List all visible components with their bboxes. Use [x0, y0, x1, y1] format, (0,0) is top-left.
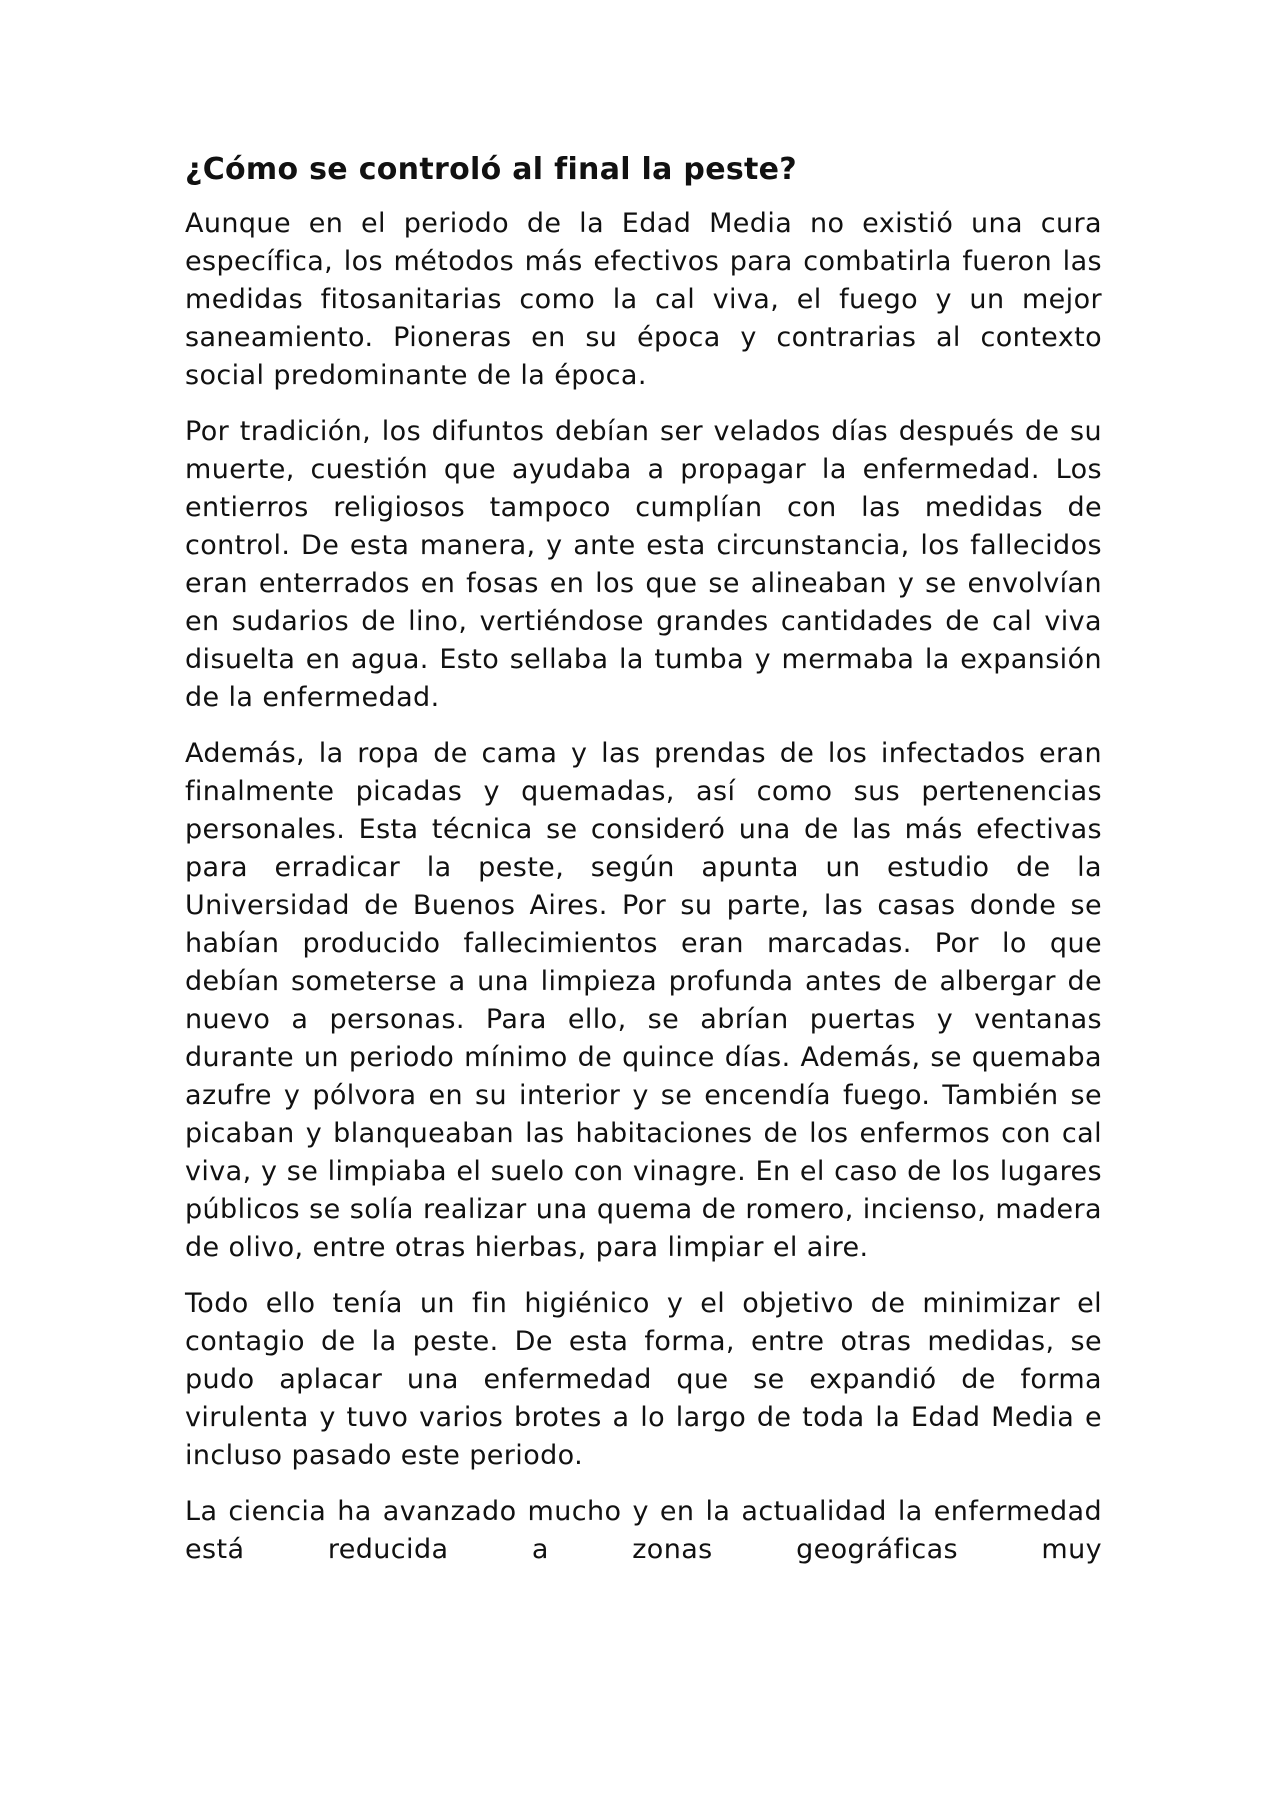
paragraph-5: La ciencia ha avanzado mucho y en la actualidad la enfermedad está reducida a zonas geográficas muy — [185, 1496, 1102, 1565]
paragraph-2: Por tradición, los difuntos debían ser velados días después de su muerte, cuestión que ayudaba a propagar la enfermedad. Los entierros religiosos tampoco cumplían con las medidas de control. De esta manera, y ante esta circunstancia, los fallecidos eran enterrados en fosas en los que se alineaban y se envolvían en sudarios de lino, vertiéndose grandes cantidades de cal viva disuelta en agua. Esto sellaba la tumba y mermaba la expansión de la enfermedad. — [185, 416, 1102, 713]
paragraph-1: Aunque en el periodo de la Edad Media no existió una cura específica, los métodos más efectivos para combatirla fueron las medidas fitosanitarias como la cal viva, el fuego y un mejor saneamiento. Pioneras en su época y contrarias al contexto social predominante de la época. — [185, 208, 1102, 391]
paragraph-4: Todo ello tenía un fin higiénico y el objetivo de minimizar el contagio de la peste. De esta forma, entre otras medidas, se pudo aplacar una enfermedad que se expandió de forma virulenta y tuvo varios brotes a lo largo de toda la Edad Media e incluso pasado este periodo. — [185, 1288, 1102, 1471]
paragraph-3: Además, la ropa de cama y las prendas de los infectados eran finalmente picadas y quemadas, así como sus pertenencias personales. Esta técnica se consideró una de las más efectivas para erradicar la peste, según apunta un estudio de la Universidad de Buenos Aires. Por su parte, las casas donde se habían producido fallecimientos eran marcadas. Por lo que debían someterse a una limpieza profunda antes de albergar de nuevo a personas. Para ello, se abrían puertas y ventanas durante un periodo mínimo de quince días. Además, se quemaba azufre y pólvora en su interior y se encendía fuego. También se picaban y blanqueaban las habitaciones de los enfermos con cal viva, y se limpiaba el suelo con vinagre. En el caso de los lugares públicos se solía realizar una quema de romero, incienso, madera de olivo, entre otras hierbas, para limpiar el aire. — [185, 738, 1102, 1263]
document-body — [185, 150, 1102, 1587]
page-title: ¿Cómo se controló al final la peste? — [185, 152, 798, 187]
